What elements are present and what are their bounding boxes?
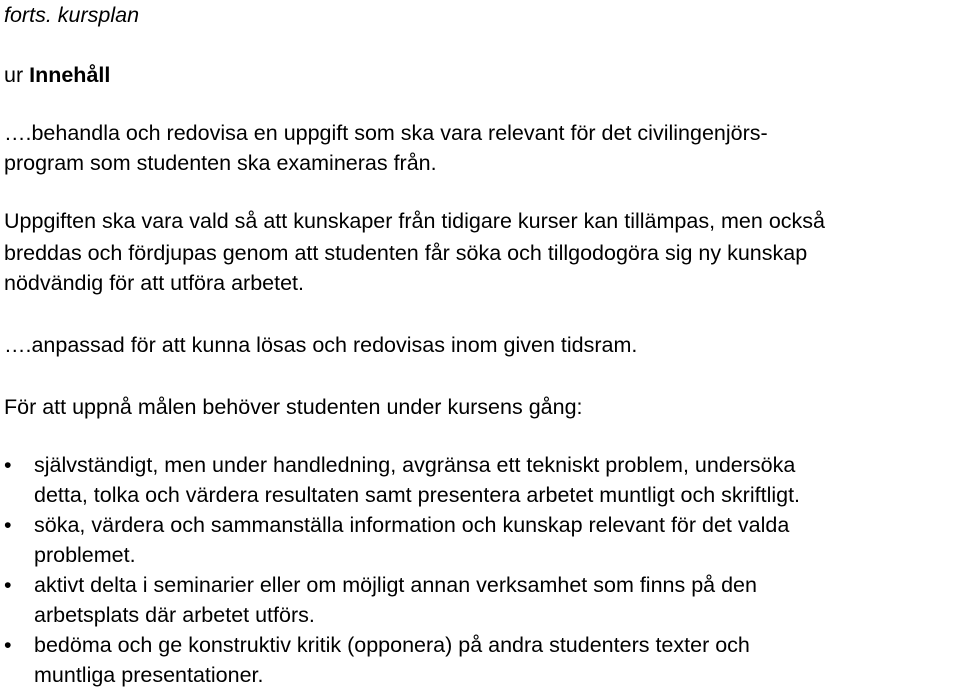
bullet-4-line-1: bedöma och ge konstruktiv kritik (opponera) på andra studenters texter och — [34, 633, 750, 657]
bullet-2-line-2: problemet. — [34, 543, 136, 567]
paragraph-4: För att uppnå målen behöver studenten under kursens gång: — [4, 395, 583, 419]
section-prefix: ur — [4, 63, 24, 87]
document-subtitle: forts. kursplan — [4, 3, 140, 27]
bullet-2-line-1: söka, värdera och sammanställa information och kunskap relevant för det valda — [34, 513, 790, 537]
paragraph-1-line-1: ….behandla och redovisa en uppgift som ska vara relevant för det civilingenjörs- — [4, 121, 768, 145]
paragraph-1-line-2: program som studenten ska examineras från. — [4, 151, 437, 175]
paragraph-2-line-3: nödvändig för att utföra arbetet. — [4, 271, 305, 295]
paragraph-2-line-2: breddas och fördjupas genom att studenten får söka och tillgodogöra sig ny kunskap — [4, 241, 808, 265]
paragraph-2-line-1: Uppgiften ska vara vald så att kunskaper från tidigare kurser kan tillämpas, men också — [4, 209, 825, 233]
bullet-marker: • — [4, 453, 12, 477]
section-title: Innehåll — [29, 63, 111, 87]
bullet-marker: • — [4, 513, 12, 537]
bullet-1-line-1: självständigt, men under handledning, avgränsa ett tekniskt problem, undersöka — [34, 453, 796, 477]
bullet-1-line-2: detta, tolka och värdera resultaten samt presentera arbetet muntligt och skriftligt. — [34, 483, 801, 507]
bullet-3-line-2: arbetsplats där arbetet utförs. — [34, 603, 315, 627]
bullet-3-line-1: aktivt delta i seminarier eller om möjligt annan verksamhet som finns på den — [34, 573, 757, 597]
bullet-marker: • — [4, 633, 12, 657]
bullet-4-line-2: muntliga presentationer. — [34, 663, 264, 687]
bullet-marker: • — [4, 573, 12, 597]
section-heading — [4, 60, 110, 90]
paragraph-3: ….anpassad för att kunna lösas och redovisas inom given tidsram. — [4, 333, 638, 357]
